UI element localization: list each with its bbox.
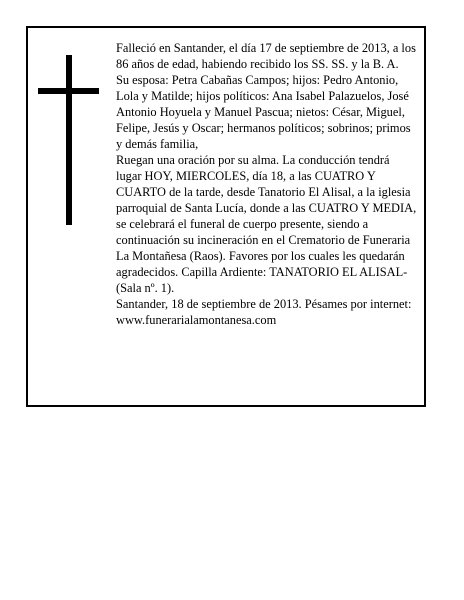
notice-text: [116, 40, 418, 328]
place-date-contact: Santander, 18 de septiembre de 2013. Pésames por internet: www.funerarialamontanesa.com: [116, 297, 412, 327]
cross-horizontal-bar: [38, 88, 99, 94]
family-list: Su esposa: Petra Cabañas Campos; hijos: Pedro Antonio, Lola y Matilde; hijos políticos: Ana Isabel Palazuelos, José Antonio Hoyuela y Manuel Pascua; nietos: César, Miguel, Felipe, Jesús y Oscar; hermanos políticos; sobrinos; primos y demás familia,: [116, 73, 411, 151]
funeral-details: Ruegan una oración por su alma. La conducción tendrá lugar HOY, MIERCOLES, día 18, a las CUATRO Y CUARTO de la tarde, desde Tanatorio El Alisal, a la iglesia parroquial de Santa Lucía, donde a las CUATRO Y MEDIA, se celebrará el funeral de cuerpo presente, siendo a continuación su incineración en el Crematorio de Funeraria La Montañesa (Raos). Favores por los cuales les quedarán agradecidos. Capilla Ardiente: TANATORIO EL ALISAL-(Sala nº. 1).: [116, 153, 417, 295]
death-announcement: Falleció en Santander, el día 17 de septiembre de 2013, a los 86 años de edad, habiendo recibido los SS. SS. y la B. A.: [116, 41, 416, 71]
obituary-notice: [26, 26, 426, 407]
cross-icon: [38, 55, 98, 225]
cross-vertical-bar: [66, 55, 72, 225]
